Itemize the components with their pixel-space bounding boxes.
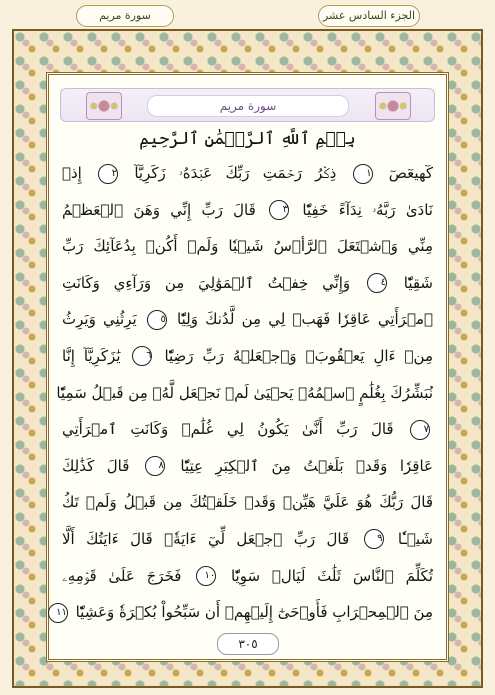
ayah-number-marker: ٥ — [147, 310, 167, 330]
verse-text: مِنَ ٱلۡمِحۡرَابِ فَأَوۡحَىٰٓ إِلَيۡهِمۡ أَن سَبِّحُواْ بُكۡرَةٗ وَعَشِيّٗا — [70, 603, 433, 622]
verse-text: قَالَ كَذَٰلِكَ — [62, 456, 142, 475]
verse-text: إِذۡ — [62, 164, 96, 182]
ayah-number-marker: ٣ — [269, 200, 289, 220]
verse-line — [62, 265, 433, 302]
ayah-number-marker: ٦ — [132, 346, 152, 366]
verse-text: فَخَرَجَ عَلَىٰ قَوۡمِهِۦ — [62, 566, 194, 585]
verse-text: شَيۡـٔٗا — [386, 529, 433, 548]
verse-text: يَرِثُنِي وَيَرِثُ — [62, 310, 144, 329]
verse-line — [62, 155, 433, 192]
verse-text: كٓهيعٓصٓ — [375, 164, 433, 182]
verse-line — [62, 558, 433, 595]
verse-text: مِنِّي وَٱشۡتَعَلَ ٱلرَّأۡسُ شَيۡبٗا وَلَمۡ أَكُنۢ بِدُعَآئِكَ رَبِّ — [62, 237, 433, 256]
verse-line — [62, 521, 433, 558]
verse-line — [62, 228, 433, 265]
ayah-number-marker: ١ — [353, 164, 373, 184]
verse-text: ٱمۡرَأَتِي عَاقِرٗا فَهَبۡ لِي مِن لَّدُنكَ وَلِيّٗا — [169, 310, 433, 329]
page-number: ٣٠٥ — [217, 633, 279, 655]
banner-ornament-right-icon — [375, 92, 411, 120]
surah-title: سورة مريم — [147, 95, 349, 117]
verse-line — [62, 338, 433, 375]
verse-text: تُكَلِّمَ ٱلنَّاسَ ثَلَٰثَ لَيَالٖ سَوِيّٗا — [219, 566, 433, 585]
verse-text: قَالَ رَبُّكَ هُوَ عَلَيَّ هَيِّنٞ وَقَدۡ خَلَقۡتُكَ مِن قَبۡلُ وَلَمۡ تَكُ — [62, 493, 433, 512]
verse-text: قَالَ رَبِّ أَنَّىٰ يَكُونُ لِي غُلَٰمٞ وَكَانَتِ ٱمۡرَأَتِي — [62, 420, 407, 439]
verse-line — [62, 301, 433, 338]
verse-text: عَاقِرٗا وَقَدۡ بَلَغۡتُ مِنَ ٱلۡكِبَرِ عِتِيّٗا — [167, 456, 433, 475]
verse-text: نَادَىٰ رَبَّهُۥ نِدَآءً خَفِيّٗا — [292, 200, 433, 219]
juz-label: الجزء السادس عشر — [318, 5, 420, 27]
ayah-number-marker: ١١ — [48, 603, 68, 623]
verse-text: مِنۡ ءَالِ يَعۡقُوبَۖ وَٱجۡعَلۡهُ رَبِّ رَضِيّٗا — [155, 346, 433, 365]
verse-line — [62, 411, 433, 448]
ayah-number-marker: ٩ — [364, 529, 384, 549]
banner-ornament-left-icon — [86, 92, 122, 120]
verse-line — [56, 375, 433, 412]
verse-line — [62, 484, 433, 521]
verse-line — [62, 448, 433, 485]
ayah-number-marker: ٧ — [410, 420, 430, 440]
verse-text: قَالَ رَبِّ إِنِّي وَهَنَ ٱلۡعَظۡمُ — [62, 200, 267, 219]
verse-text: قَالَ رَبِّ ٱجۡعَل لِّيٓ ءَايَةٗۖ قَالَ ءَايَتُكَ أَلَّا — [62, 529, 361, 548]
verse-lines — [56, 155, 433, 631]
verse-text: ذِكۡرُ رَحۡمَتِ رَبِّكَ عَبۡدَهُۥ زَكَرِيَّآ — [121, 164, 350, 182]
surah-header-label: سورة مريم — [76, 5, 174, 27]
verse-text: يَٰزَكَرِيَّآ إِنَّا — [62, 346, 130, 365]
basmala: بِسۡمِ ٱللَّهِ ٱلرَّحۡمَٰنِ ٱلرَّحِيمِ — [139, 129, 356, 149]
verse-line — [62, 192, 433, 229]
verse-text: شَقِيّٗا — [389, 273, 433, 292]
ayah-number-marker: ١٠ — [196, 566, 216, 586]
verse-text: نُبَشِّرُكَ بِغُلَٰمٍ ٱسۡمُهُۥ يَحۡيَىٰ لَمۡ نَجۡعَل لَّهُۥ مِن قَبۡلُ سَمِيّٗا — [56, 383, 433, 402]
verse-line — [56, 594, 433, 631]
ayah-number-marker: ٨ — [145, 456, 165, 476]
ayah-number-marker: ٢ — [98, 164, 118, 184]
verse-text: وَإِنِّي خِفۡتُ ٱلۡمَوَٰلِيَ مِن وَرَآءِي وَكَانَتِ — [62, 273, 364, 292]
ayah-number-marker: ٤ — [367, 273, 387, 293]
